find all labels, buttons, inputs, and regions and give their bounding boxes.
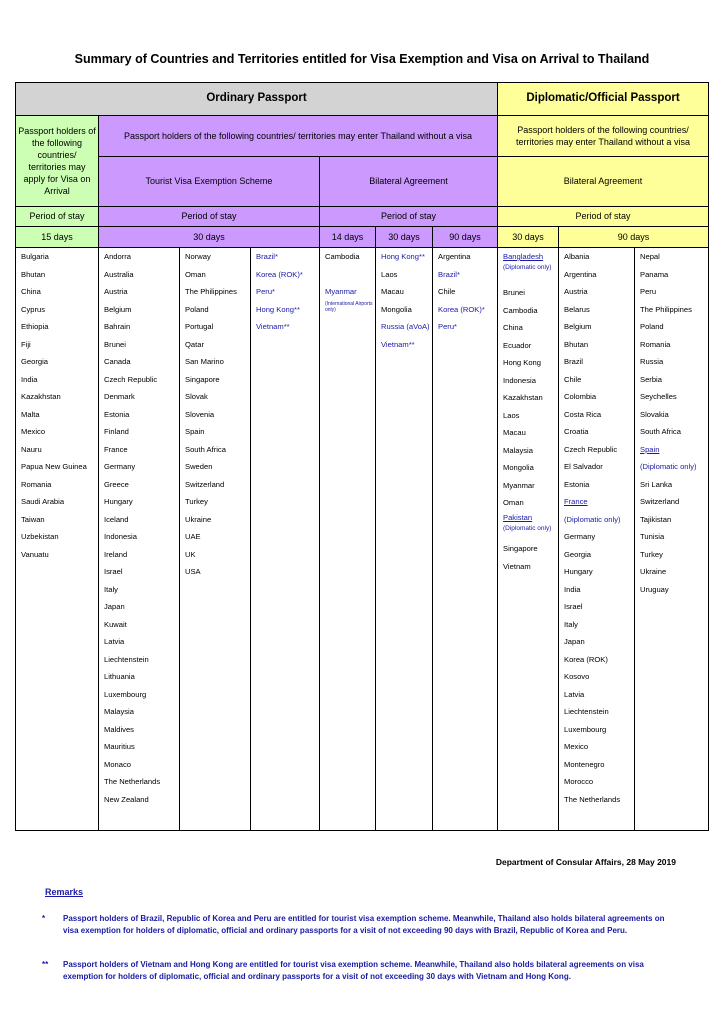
days-bilateral-14: 14 days	[319, 226, 376, 248]
pakistan-note: (Diplomatic only)	[503, 525, 552, 532]
list-item: Israel	[564, 602, 583, 611]
list-item: Ukraine	[185, 514, 212, 524]
list-item: Germany	[104, 462, 136, 471]
list-item: Cyprus	[21, 304, 46, 314]
list-item: Hong Kong**	[381, 252, 425, 261]
list-item: The Philippines	[640, 304, 692, 314]
list-item: Lithuania	[104, 672, 135, 681]
days-tourist: 30 days	[98, 226, 320, 248]
list-item: Cambodia	[325, 252, 360, 261]
period-label-voa: Period of stay	[15, 206, 99, 227]
list-item: Latvia	[104, 637, 125, 646]
list-item: Laos	[381, 269, 398, 279]
list-item: San Marino	[185, 357, 224, 366]
list-item: Nauru	[21, 444, 42, 454]
list-item: The Philippines	[185, 287, 237, 296]
myanmar-label: Myanmar	[325, 287, 357, 296]
list-item: Estonia	[564, 479, 590, 489]
list-item: Mexico	[21, 427, 46, 436]
list-item: Kosovo	[564, 672, 590, 681]
myanmar-note: (International Airports only)	[325, 301, 373, 313]
list-item: Montenegro	[564, 759, 605, 769]
list-item: Romania	[640, 339, 671, 349]
diplomatic-30-list	[503, 252, 551, 279]
list-item: Serbia	[640, 374, 662, 384]
list-item: Qatar	[185, 339, 204, 349]
bilateral-agreement-header: Bilateral Agreement	[319, 156, 498, 207]
list-item: Laos	[503, 410, 520, 420]
list-item: Brunei	[104, 339, 126, 349]
list-item: Albania	[564, 252, 590, 261]
list-item: Peru	[640, 287, 657, 296]
list-item: Bahrain	[104, 322, 131, 331]
list-item: Australia	[104, 269, 134, 279]
remark-1-text: Passport holders of Brazil, Republic of Korea and Peru are entitled for tourist visa exemption scheme. Meanwhile, Thailand also holds bilateral agreements on visa exemption for holders of diplomatic, official and ordinary passports for a visit of not exceeding 90 days with Brazil, Republic of Korea and Peru.	[63, 914, 665, 935]
list-item: South Africa	[640, 427, 681, 436]
list-item: Oman	[503, 498, 524, 507]
list-item: Slovenia	[185, 409, 215, 419]
bangladesh-label: Bangladesh	[503, 252, 544, 261]
list-item: Malta	[21, 409, 40, 419]
list-item	[503, 252, 551, 271]
list-item: The Netherlands	[564, 794, 621, 804]
list-item: (Diplomatic only)	[640, 462, 697, 471]
list-item: Brazil*	[256, 252, 278, 261]
list-item	[325, 287, 375, 313]
diplomatic-description: Passport holders of the following countries/ territories may enter Thailand without a visa	[497, 115, 709, 157]
list-item: Estonia	[104, 409, 130, 419]
list-item: Cambodia	[503, 305, 538, 315]
list-item: Macau	[503, 428, 526, 437]
period-label-diplomatic: Period of stay	[497, 206, 709, 227]
voa-country-column	[15, 247, 99, 831]
list-item: Austria	[564, 287, 588, 296]
list-item: Latvia	[564, 689, 585, 699]
list-item: Argentina	[564, 269, 597, 279]
list-item: Peru*	[438, 322, 457, 331]
diplomatic-90-column-2	[634, 247, 709, 831]
bilateral-30-list	[381, 252, 430, 357]
diplomatic-30-list-pakistan	[503, 513, 551, 538]
list-item: Hong Kong**	[256, 304, 300, 314]
list-item: Belgium	[564, 322, 592, 331]
list-item: (Diplomatic only)	[564, 514, 621, 524]
list-item: Kuwait	[104, 619, 127, 629]
list-item: Ethiopia	[21, 322, 49, 331]
list-item: Sweden	[185, 462, 213, 471]
list-item: Seychelles	[640, 392, 677, 401]
bilateral-14-list	[325, 252, 375, 313]
list-item: UAE	[185, 532, 201, 541]
ordinary-passport-header: Ordinary Passport	[15, 82, 498, 116]
list-item: Iceland	[104, 514, 129, 524]
list-item: Tajikistan	[640, 514, 672, 524]
list-item: Denmark	[104, 392, 135, 401]
list-item: Georgia	[564, 549, 592, 559]
list-item: Hong Kong	[503, 358, 541, 367]
list-item: China	[503, 323, 523, 332]
list-item: USA	[185, 567, 201, 576]
period-label-bilateral: Period of stay	[319, 206, 498, 227]
list-item: Oman	[185, 269, 206, 279]
list-item: Brunei	[503, 288, 525, 297]
days-voa: 15 days	[15, 226, 99, 248]
list-item: Saudi Arabia	[21, 497, 65, 506]
list-item: Tunisia	[640, 532, 665, 541]
diplomatic-90-list-2	[640, 252, 697, 602]
voa-description: Passport holders of the following countries/ territories may apply for Visa on Arrival	[15, 115, 99, 207]
list-item: Mauritius	[104, 742, 135, 751]
list-item: Uruguay	[640, 584, 669, 594]
diplomatic-90-column-1	[558, 247, 635, 831]
footer-date: Department of Consular Affairs, 28 May 2019	[495, 857, 676, 867]
list-item: Malaysia	[104, 707, 134, 716]
bilateral-90-column	[432, 247, 498, 831]
list-item: Vanuatu	[21, 549, 49, 559]
list-item: UK	[185, 549, 196, 559]
list-item: Russia	[640, 357, 664, 366]
list-item: Macau	[381, 287, 404, 296]
list-item: Russia (aVoA)	[381, 322, 430, 331]
list-item: Ireland	[104, 549, 128, 559]
list-item: Kazakhstan	[21, 392, 61, 401]
list-item: Nepal	[640, 252, 660, 261]
list-item: Italy	[104, 584, 118, 594]
list-item: Liechtenstein	[564, 707, 609, 716]
list-item: Colombia	[564, 392, 597, 401]
list-item: Korea (ROK)	[564, 654, 608, 664]
diplomatic-30-column	[497, 247, 559, 831]
bangladesh-note: (Diplomatic only)	[503, 264, 552, 271]
list-item: Romania	[21, 479, 52, 489]
tourist-column-1	[98, 247, 180, 831]
list-item: Canada	[104, 357, 131, 366]
tourist-country-list-1	[104, 252, 160, 812]
list-item: India	[564, 584, 581, 594]
list-item: Czech Republic	[564, 444, 618, 454]
list-item: Norway	[185, 252, 211, 261]
list-item: Brazil	[564, 357, 583, 366]
diplomatic-30-list-items-2	[503, 544, 538, 579]
list-item: Vietnam	[503, 561, 531, 571]
list-item: Fiji	[21, 339, 31, 349]
list-item: Switzerland	[640, 497, 680, 506]
list-item: Austria	[104, 287, 128, 296]
list-item: Poland	[185, 304, 209, 314]
list-item	[503, 513, 551, 532]
list-item: Slovak	[185, 392, 208, 401]
list-item: Chile	[564, 374, 582, 384]
tourist-column-2	[179, 247, 251, 831]
list-item: Bulgaria	[21, 252, 49, 261]
list-item: Israel	[104, 567, 123, 576]
list-item: Andorra	[104, 252, 132, 261]
list-item: Maldives	[104, 724, 134, 734]
list-item: Finland	[104, 427, 129, 436]
list-item: Italy	[564, 619, 578, 629]
list-item: The Netherlands	[104, 777, 161, 786]
list-item: China	[21, 287, 41, 296]
bilateral-90-list	[438, 252, 485, 340]
list-item: Switzerland	[185, 479, 225, 489]
period-label-tourist: Period of stay	[98, 206, 320, 227]
days-bilateral-30: 30 days	[375, 226, 433, 248]
voa-country-list	[21, 252, 87, 567]
list-item: Myanmar	[503, 480, 535, 490]
list-item: Argentina	[438, 252, 471, 261]
list-item: Uzbekistan	[21, 532, 59, 541]
list-item: Belgium	[104, 304, 132, 314]
list-item: Sri Lanka	[640, 479, 673, 489]
days-diplomatic-30: 30 days	[497, 226, 559, 248]
list-item: Croatia	[564, 427, 589, 436]
list-item: Vietnam**	[256, 322, 290, 331]
list-item: Singapore	[503, 544, 538, 553]
list-item: Mexico	[564, 742, 589, 751]
list-item: Greece	[104, 479, 129, 489]
list-item: Turkey	[185, 497, 208, 506]
diplomatic-30-list-items	[503, 288, 543, 516]
days-bilateral-90: 90 days	[432, 226, 498, 248]
list-item: Luxembourg	[564, 724, 607, 734]
list-item: South Africa	[185, 444, 226, 454]
list-item: Morocco	[564, 777, 594, 786]
list-item: Papua New Guinea	[21, 462, 87, 471]
list-item: Malaysia	[503, 445, 533, 455]
list-item: Slovakia	[640, 409, 669, 419]
list-item: Panama	[640, 269, 669, 279]
ordinary-description: Passport holders of the following countries/ territories may enter Thailand without a visa	[98, 115, 498, 157]
list-item: Turkey	[640, 549, 663, 559]
tourist-scheme-header: Tourist Visa Exemption Scheme	[98, 156, 320, 207]
diplomatic-90-list-1	[564, 252, 621, 812]
tourist-country-list-2	[185, 252, 237, 585]
list-item: Taiwan	[21, 514, 45, 524]
tourist-column-3	[250, 247, 320, 831]
list-item: Singapore	[185, 374, 220, 384]
list-item: Indonesia	[503, 375, 536, 385]
list-item: Portugal	[185, 322, 214, 331]
list-item: New Zealand	[104, 794, 149, 804]
list-item: Monaco	[104, 759, 132, 769]
remarks-title: Remarks	[45, 887, 84, 897]
list-item: Korea (ROK)*	[256, 269, 303, 279]
list-item: Poland	[640, 322, 664, 331]
diplomatic-passport-header: Diplomatic/Official Passport	[497, 82, 709, 116]
list-item: Japan	[564, 637, 585, 646]
list-item: Georgia	[21, 357, 49, 366]
list-item: Czech Republic	[104, 374, 158, 384]
list-item: Liechtenstein	[104, 654, 149, 664]
list-item: Costa Rica	[564, 409, 602, 419]
list-item: Spain	[185, 427, 205, 436]
list-item: Chile	[438, 287, 456, 296]
pakistan-label: Pakistan	[503, 513, 533, 522]
list-item: Ukraine	[640, 567, 667, 576]
list-item: El Salvador	[564, 462, 603, 471]
list-item: Luxembourg	[104, 689, 147, 699]
list-item: Mongolia	[381, 304, 412, 314]
remark-2-text: Passport holders of Vietnam and Hong Kong are entitled for tourist visa exemption scheme. Meanwhile, Thailand also holds bilateral agreements on visa exemption for holders of diplomatic, official and ordinary passports for a visit of not exceeding 30 days with Vietnam and Hong Kong.	[63, 960, 644, 981]
list-item: Hungary	[564, 567, 593, 576]
list-item: Korea (ROK)*	[438, 304, 485, 314]
bilateral-14-column	[319, 247, 376, 831]
list-item: Spain	[640, 444, 660, 454]
list-item: Japan	[104, 602, 125, 611]
remark-1-mark: *	[42, 914, 46, 923]
list-item: Hungary	[104, 497, 133, 506]
list-item: Ecuador	[503, 340, 532, 350]
list-item: Vietnam**	[381, 339, 415, 349]
days-diplomatic-90: 90 days	[558, 226, 709, 248]
list-item: France	[104, 444, 128, 454]
remark-2-mark: **	[42, 960, 49, 969]
list-item: Indonesia	[104, 532, 137, 541]
list-item: Brazil*	[438, 269, 460, 279]
list-item: Bhutan	[564, 339, 589, 349]
list-item: Bhutan	[21, 269, 46, 279]
list-item: India	[21, 374, 38, 384]
bilateral-30-column	[375, 247, 433, 831]
list-item: Peru*	[256, 287, 275, 296]
list-item: Germany	[564, 532, 596, 541]
page-title: Summary of Countries and Territories entitled for Visa Exemption and Visa on Arrival to Thailand	[74, 52, 650, 66]
list-item: Mongolia	[503, 463, 534, 472]
list-item: Belarus	[564, 304, 590, 314]
list-item: France	[564, 497, 588, 506]
tourist-country-list-3	[256, 252, 303, 340]
diplomatic-bilateral-header: Bilateral Agreement	[497, 156, 709, 207]
list-item: Kazakhstan	[503, 393, 543, 402]
